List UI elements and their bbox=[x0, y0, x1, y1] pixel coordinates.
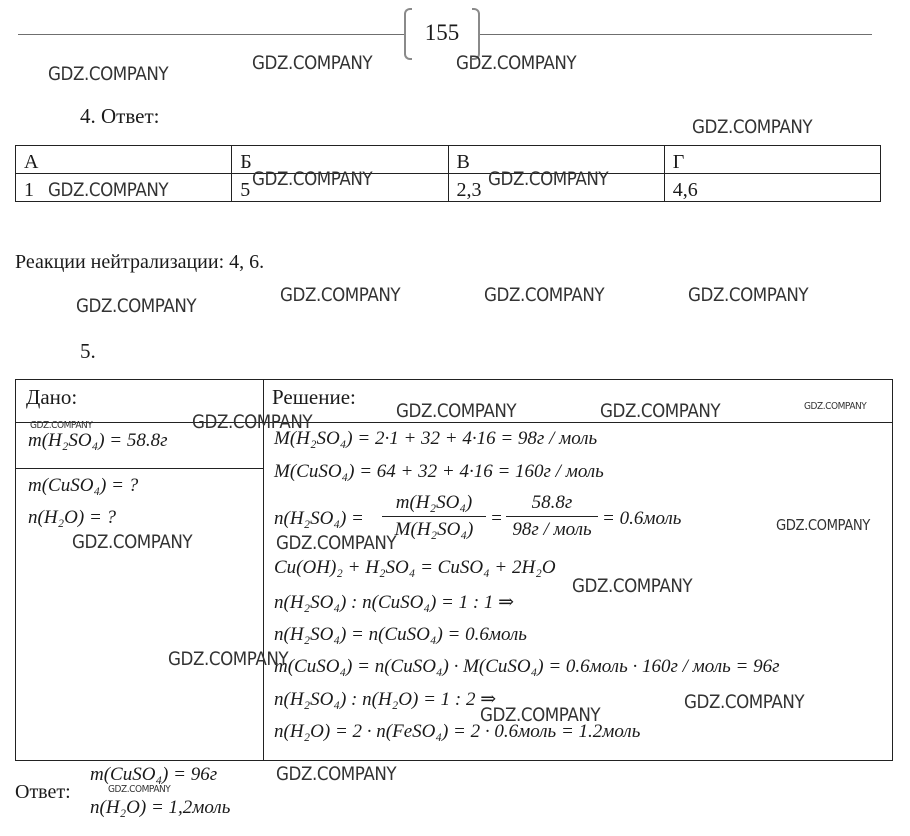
watermark: GDZ.COMPANY bbox=[72, 531, 193, 553]
watermark: GDZ.COMPANY bbox=[276, 532, 397, 554]
fraction-molar bbox=[382, 492, 486, 541]
find-moles-h2o: n(H₂O) = ? bbox=[28, 507, 117, 528]
watermark: GDZ.COMPANY bbox=[252, 52, 373, 74]
watermark: GDZ.COMPANY bbox=[280, 284, 401, 306]
fraction-equals: = bbox=[490, 508, 503, 529]
watermark: GDZ.COMPANY bbox=[30, 420, 93, 431]
given-label: Дано: bbox=[26, 385, 78, 409]
fraction-den-2: 98г / моль bbox=[512, 519, 592, 540]
answer-header-a: А bbox=[16, 146, 232, 174]
answer-table-header-row bbox=[16, 146, 881, 174]
answer-moles-h2o: n(H₂O) = 1,2моль bbox=[90, 797, 231, 818]
header-rule-left bbox=[18, 34, 404, 35]
watermark: GDZ.COMPANY bbox=[692, 116, 813, 138]
answer-header-g: Г bbox=[664, 146, 880, 174]
watermark: GDZ.COMPANY bbox=[776, 516, 870, 534]
header-rule-right bbox=[480, 34, 872, 35]
solution-line-7: m(CuSO₄) = n(CuSO₄) · M(CuSO₄) = 0.6моль · 160г / моль = 96г bbox=[274, 656, 780, 677]
answer-value-a: 1 bbox=[16, 174, 232, 202]
answer-header-v: В bbox=[448, 146, 664, 174]
answer-value-v: 2,3 bbox=[448, 174, 664, 202]
solution-line-5: n(H₂SO₄) : n(CuSO₄) = 1 : 1 ⇒ bbox=[274, 592, 515, 613]
solution-line-3-lhs: n(H₂SO₄) = bbox=[274, 508, 364, 529]
watermark: GDZ.COMPANY bbox=[48, 179, 169, 201]
task4-heading: 4. Ответ: bbox=[80, 104, 160, 128]
neutralization-note: Реакции нейтрализации: 4, 6. bbox=[15, 251, 265, 273]
watermark: GDZ.COMPANY bbox=[456, 52, 577, 74]
given-divider bbox=[16, 468, 263, 469]
answer-value-g: 4,6 bbox=[664, 174, 880, 202]
watermark: GDZ.COMPANY bbox=[48, 63, 169, 85]
solution-line-2: M(CuSO₄) = 64 + 32 + 4·16 = 160г / моль bbox=[274, 461, 604, 482]
fraction-bar-2 bbox=[506, 516, 598, 517]
solution-line-6: n(H₂SO₄) = n(CuSO₄) = 0.6моль bbox=[274, 624, 527, 645]
watermark: GDZ.COMPANY bbox=[396, 400, 517, 422]
fraction-bar-1 bbox=[382, 516, 486, 517]
answer-value-b: 5 bbox=[232, 174, 448, 202]
solution-label: Решение: bbox=[272, 385, 356, 409]
solution-divider-header bbox=[16, 422, 892, 423]
answer-label: Ответ: bbox=[15, 781, 71, 803]
watermark: GDZ.COMPANY bbox=[276, 763, 397, 785]
solution-divider-vertical bbox=[263, 380, 264, 760]
answer-header-b: Б bbox=[232, 146, 448, 174]
watermark: GDZ.COMPANY bbox=[76, 295, 197, 317]
fraction-num-2: 58.8г bbox=[531, 492, 573, 513]
watermark: GDZ.COMPANY bbox=[572, 575, 693, 597]
fraction-result: = 0.6моль bbox=[602, 508, 682, 529]
watermark: GDZ.COMPANY bbox=[804, 401, 867, 412]
fraction-values bbox=[506, 492, 598, 541]
watermark: GDZ.COMPANY bbox=[252, 168, 373, 190]
watermark: GDZ.COMPANY bbox=[480, 704, 601, 726]
given-mass-h2so4: m(H₂SO₄) = 58.8г bbox=[28, 430, 168, 451]
watermark: GDZ.COMPANY bbox=[488, 168, 609, 190]
solution-line-9: n(H₂O) = 2 · n(FeSO₄) = 2 · 0.6моль = 1.2моль bbox=[274, 721, 641, 742]
task5-heading: 5. bbox=[80, 339, 96, 363]
fraction-den-1: M(H₂SO₄) bbox=[394, 519, 474, 540]
watermark: GDZ.COMPANY bbox=[168, 648, 289, 670]
watermark: GDZ.COMPANY bbox=[600, 400, 721, 422]
find-mass-cuso4: m(CuSO₄) = ? bbox=[28, 475, 139, 496]
solution-line-1: M(H₂SO₄) = 2·1 + 32 + 4·16 = 98г / моль bbox=[274, 428, 598, 449]
watermark: GDZ.COMPANY bbox=[108, 784, 171, 795]
watermark: GDZ.COMPANY bbox=[484, 284, 605, 306]
page-number: 155 bbox=[424, 20, 460, 45]
watermark: GDZ.COMPANY bbox=[688, 284, 809, 306]
fraction-num-1: m(H₂SO₄) bbox=[395, 492, 473, 513]
answer-mass-cuso4: m(CuSO₄) = 96г bbox=[90, 764, 218, 785]
solution-line-4: Cu(OH)₂ + H₂SO₄ = CuSO₄ + 2H₂O bbox=[274, 557, 556, 578]
watermark: GDZ.COMPANY bbox=[192, 411, 313, 433]
solution-line-8: n(H₂SO₄) : n(H₂O) = 1 : 2 ⇒ bbox=[274, 689, 497, 710]
watermark: GDZ.COMPANY bbox=[684, 691, 805, 713]
